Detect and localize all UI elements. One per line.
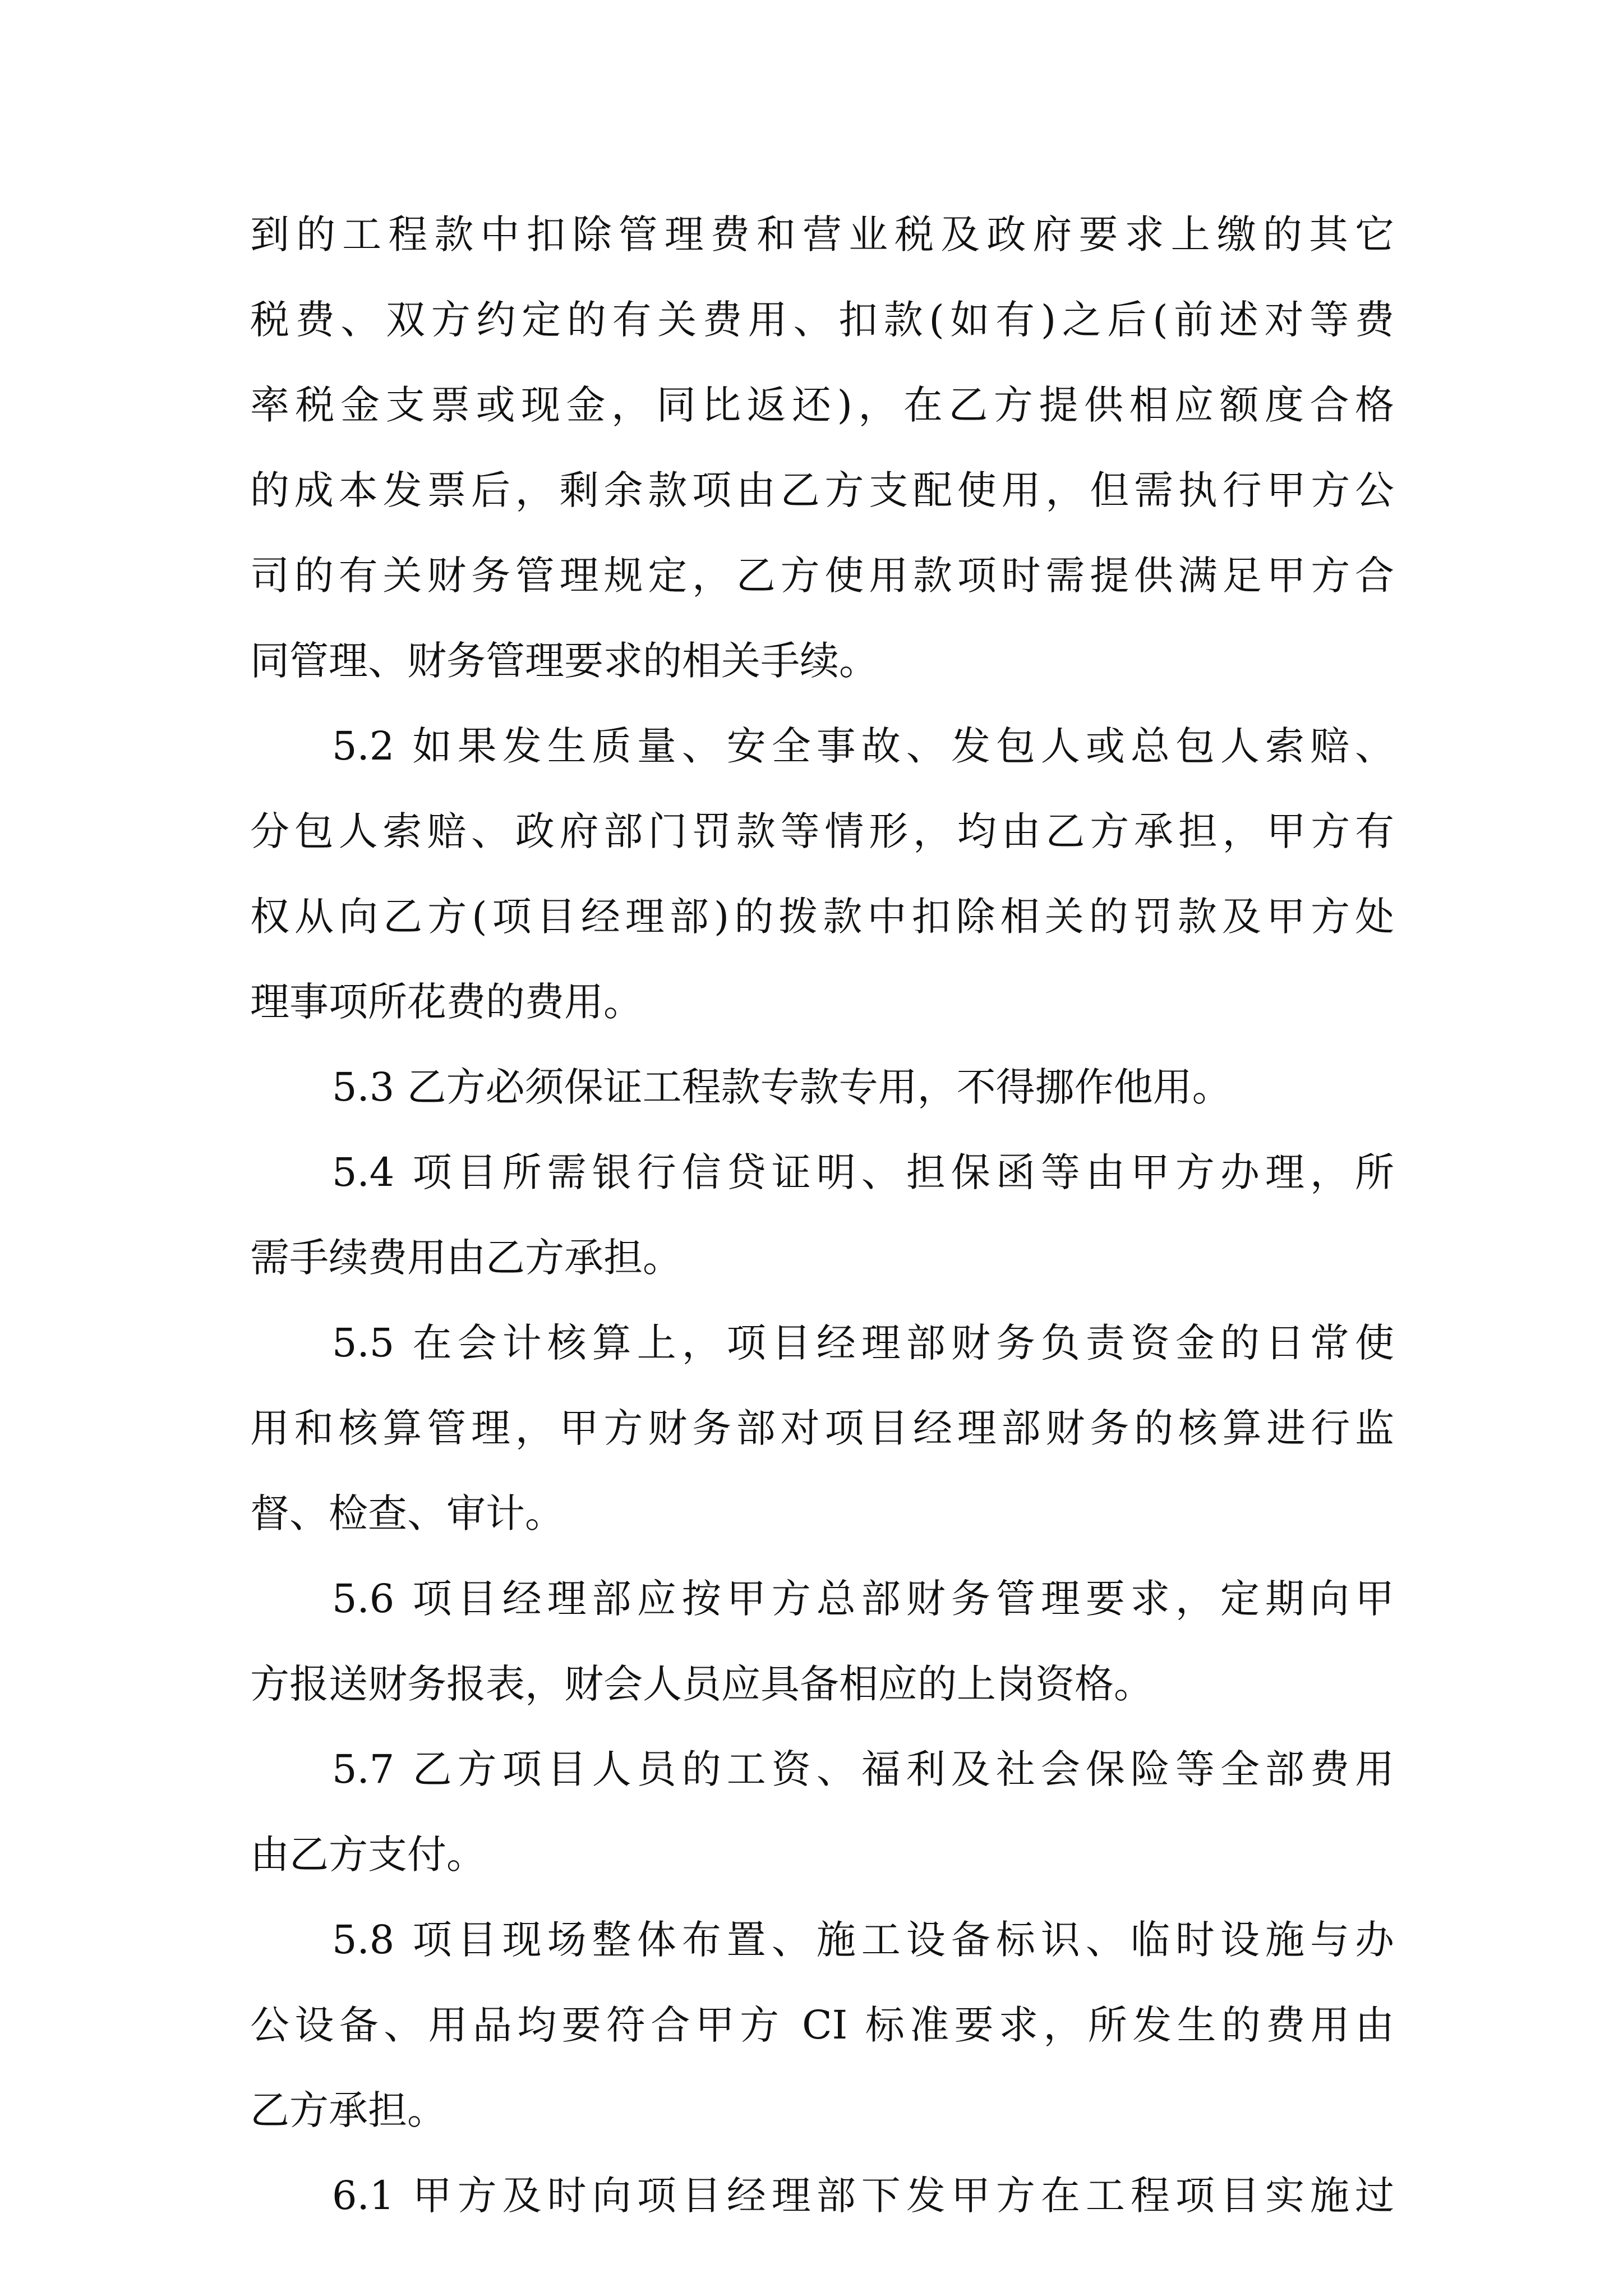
- text-line: 用和核算管理，甲方财务部对项目经理部财务的核算进行监: [250, 1405, 1394, 1451]
- clause-5-3: 5.3 乙方必须保证工程款专款专用，不得挪作他用。: [332, 1064, 1232, 1110]
- text-line: 理事项所花费的费用。: [250, 979, 643, 1025]
- text-line: 乙方承担。: [250, 2087, 446, 2133]
- clause-5-8: 5.8 项目现场整体布置、施工设备标识、临时设施与办: [332, 1917, 1394, 1963]
- text-line: 需手续费用由乙方承担。: [250, 1235, 682, 1281]
- clause-5-7: 5.7 乙方项目人员的工资、福利及社会保险等全部费用: [332, 1746, 1394, 1792]
- text-line: 同管理、财务管理要求的相关手续。: [250, 638, 878, 684]
- clause-6-1: 6.1 甲方及时向项目经理部下发甲方在工程项目实施过: [332, 2173, 1394, 2219]
- text-line: 司的有关财务管理规定，乙方使用款项时需提供满足甲方合: [250, 553, 1394, 599]
- text-line: 方报送财务报表，财会人员应具备相应的上岗资格。: [250, 1661, 1153, 1707]
- text-line: 公设备、用品均要符合甲方 CI 标准要求，所发生的费用由: [250, 2002, 1394, 2048]
- text-line: 权从向乙方(项目经理部)的拨款中扣除相关的罚款及甲方处: [250, 894, 1394, 940]
- text-line: 分包人索赔、政府部门罚款等情形，均由乙方承担，甲方有: [250, 808, 1394, 854]
- text-line: 率税金支票或现金，同比返还)，在乙方提供相应额度合格: [250, 382, 1394, 428]
- text-line: 由乙方支付。: [250, 1832, 486, 1878]
- clause-5-6: 5.6 项目经理部应按甲方总部财务管理要求，定期向甲: [332, 1576, 1394, 1622]
- text-line: 督、检查、审计。: [250, 1490, 564, 1536]
- clause-5-2: 5.2 如果发生质量、安全事故、发包人或总包人索赔、: [332, 723, 1394, 769]
- clause-5-4: 5.4 项目所需银行信贷证明、担保函等由甲方办理，所: [332, 1149, 1394, 1195]
- clause-5-5: 5.5 在会计核算上，项目经理部财务负责资金的日常使: [332, 1320, 1394, 1366]
- text-line: 到的工程款中扣除管理费和营业税及政府要求上缴的其它: [250, 211, 1394, 257]
- text-line: 税费、双方约定的有关费用、扣款(如有)之后(前述对等费: [250, 297, 1394, 343]
- text-line: 的成本发票后，剩余款项由乙方支配使用，但需执行甲方公: [250, 467, 1394, 513]
